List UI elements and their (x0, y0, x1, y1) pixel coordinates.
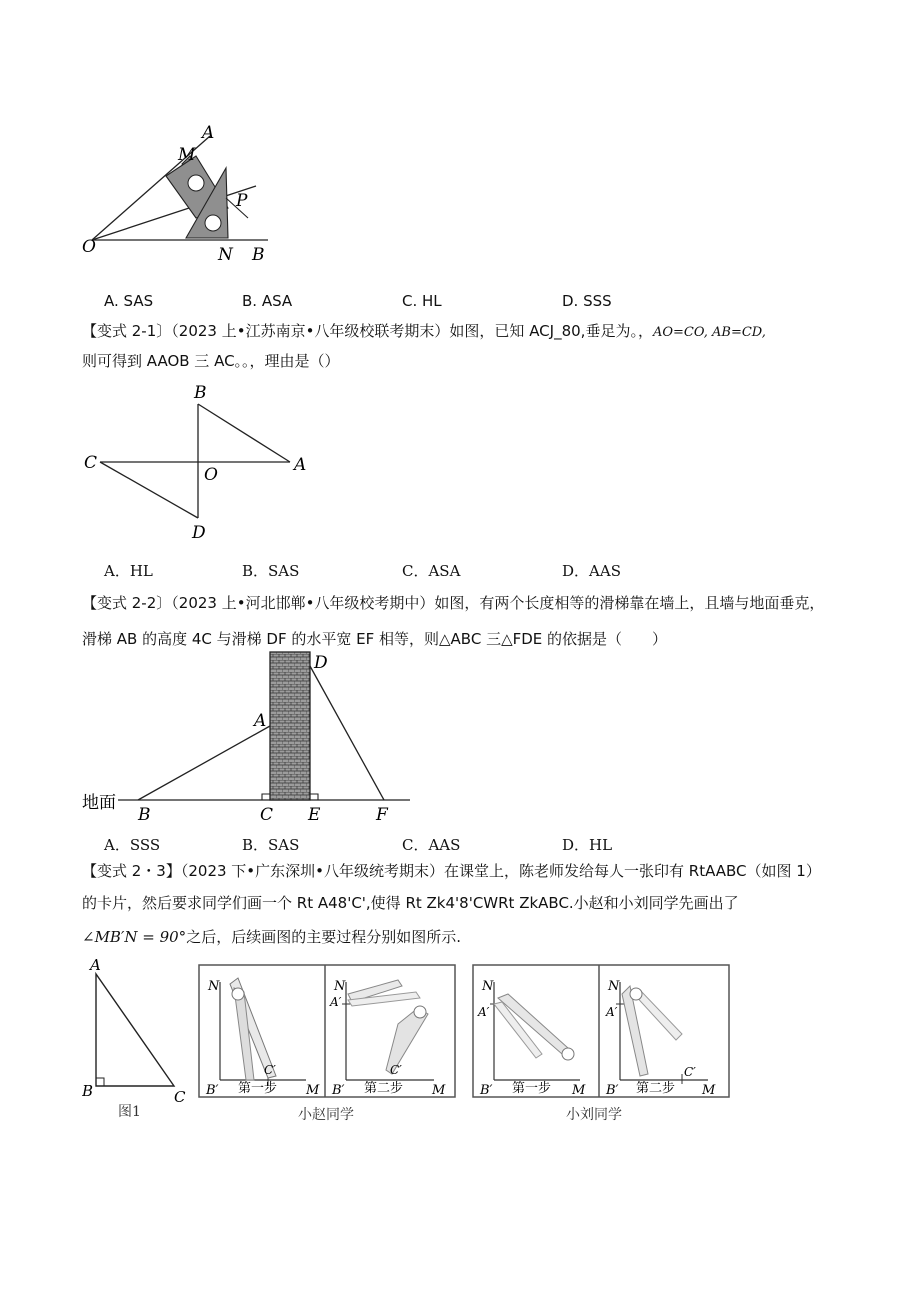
label-C: C (260, 805, 274, 824)
label-M: M (572, 1083, 586, 1098)
figure-caption: 图1 (118, 1104, 141, 1120)
label-N: N (218, 245, 233, 265)
label-B: B′ (480, 1083, 493, 1098)
question-2-1-line2: 则可得到 AAOB 三 AC。。，理由是（） (82, 352, 340, 370)
label-F: F (376, 805, 388, 824)
variant-tag: 【变式 2・3】 (82, 862, 181, 880)
label-B: B′ (206, 1083, 219, 1098)
label-D: D (192, 523, 206, 543)
label-B: B (82, 1082, 94, 1100)
label-E: E (308, 805, 321, 824)
figure-angle-bisector (78, 120, 288, 268)
zhao-panels (198, 964, 456, 1098)
question-2-2-header (82, 592, 824, 614)
option-b[interactable]: B. ASA (242, 292, 293, 310)
label-A: A′ (330, 995, 342, 1009)
label-B: B (252, 245, 265, 265)
option-c[interactable]: C．ASA (402, 562, 461, 580)
question-2-2-line2: 滑梯 AB 的高度 4C 与滑梯 DF 的水平宽 EF 相等，则△ABC 三△FDE 的依据是（ ） (82, 630, 668, 648)
option-d[interactable]: D. SSS (562, 292, 612, 310)
option-a[interactable]: A．SSS (104, 836, 161, 854)
label-C: C′ (684, 1065, 696, 1079)
option-c[interactable]: C．AAS (402, 836, 461, 854)
question-2-3-line3 (82, 926, 461, 948)
label-O: O (82, 237, 96, 257)
label-B: B (138, 805, 151, 824)
label-B: B (194, 383, 207, 403)
option-b[interactable]: B．SAS (242, 562, 300, 580)
ground-label: 地面 (82, 793, 116, 813)
option-d[interactable]: D．AAS (562, 562, 621, 580)
line3-text: 之后，后续画图的主要过程分别如图所示. (186, 928, 461, 946)
step-label: 第二步 (364, 1081, 404, 1096)
label-O: O (204, 465, 218, 485)
group-caption-zhao: 小赵同学 (298, 1107, 354, 1123)
condition-text: AO=CO, AB=CD, (652, 325, 766, 340)
label-M: M (432, 1083, 446, 1098)
label-A: A′ (478, 1005, 490, 1019)
step-label: 第一步 (238, 1081, 278, 1096)
source-text: （2023 上•河北邯郸•八年级校考期中）如图，有两个长度相等的滑梯靠在墙上，且墙与地面垂克， (171, 594, 825, 612)
label-A: A (294, 455, 307, 475)
label-A: A (202, 123, 215, 143)
label-N: N (208, 979, 220, 994)
label-M: M (306, 1083, 320, 1098)
figure-2-1 (78, 378, 318, 544)
source-text: （2023 下•广东深圳•八年级统考期末）在课堂上，陈老师发给每人一张印有 RtAABC（如图 1） (180, 862, 821, 880)
label-C: C (84, 453, 98, 473)
label-C: C′ (264, 1063, 276, 1077)
label-A: A (90, 956, 101, 974)
option-a[interactable]: A. SAS (104, 292, 154, 310)
label-B: B′ (606, 1083, 619, 1098)
label-B: B′ (332, 1083, 345, 1098)
label-N: N (608, 979, 620, 994)
step-label: 第二步 (636, 1081, 676, 1096)
variant-tag: 【变式 2-1〕 (82, 322, 172, 340)
figure-ladders (78, 648, 418, 824)
angle-condition: ∠MB′N = 90° (82, 928, 187, 946)
liu-panels (472, 964, 730, 1098)
figure-right-triangle (82, 956, 192, 1126)
option-d[interactable]: D．HL (562, 836, 613, 854)
label-M: M (702, 1083, 716, 1098)
step-label: 第一步 (512, 1081, 552, 1096)
group-caption-liu: 小刘同学 (566, 1107, 622, 1123)
label-C: C′ (390, 1063, 402, 1077)
question-2-3-line2: 的卡片，然后要求同学们画一个 Rt A48'C',使得 Rt Zk4'8'CWRt ZkABC.小赵和小刘同学先画出了 (82, 894, 739, 912)
source-text: （2023 上•江苏南京•八年级校联考期末）如图，已知 ACJ_80,垂足为。， (171, 322, 653, 340)
question-2-3-header (82, 860, 821, 882)
option-c[interactable]: C. HL (402, 292, 442, 310)
variant-tag: 【变式 2-2〕 (82, 594, 172, 612)
label-D: D (314, 653, 328, 673)
question-2-1-header (82, 320, 766, 344)
option-b[interactable]: B．SAS (242, 836, 300, 854)
option-a[interactable]: A．HL (104, 562, 153, 580)
label-A: A′ (606, 1005, 618, 1019)
label-A: A (254, 711, 267, 731)
label-N: N (482, 979, 494, 994)
label-N: N (334, 979, 346, 994)
label-P: P (236, 191, 248, 211)
label-M: M (178, 145, 196, 165)
label-C: C (174, 1088, 186, 1106)
